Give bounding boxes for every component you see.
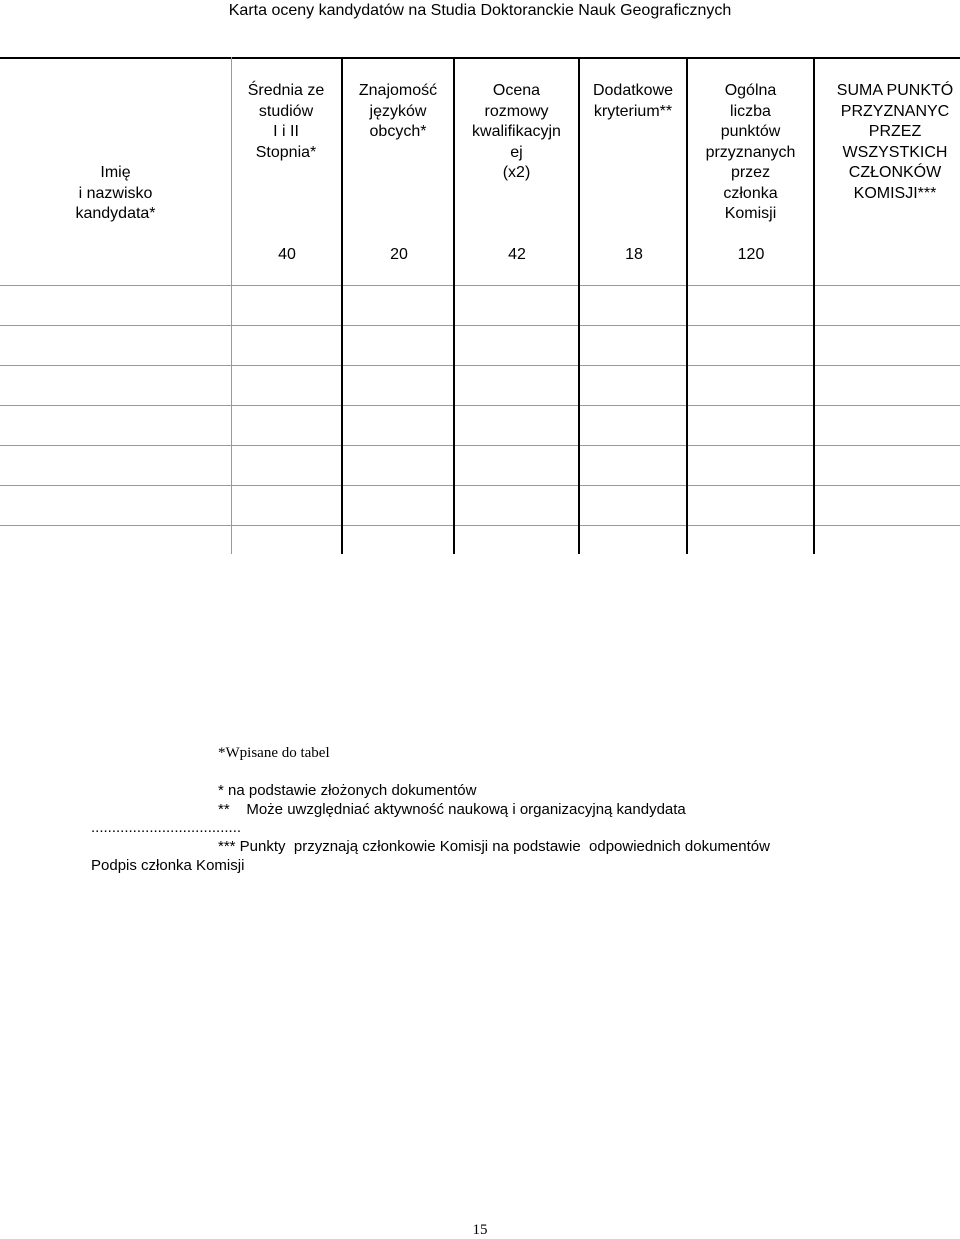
table-row-divider (0, 485, 960, 486)
header-candidate-name (0, 163, 231, 225)
header-line: przez (730, 164, 771, 181)
header-line: (x2) (502, 164, 531, 181)
header-interview-score (455, 81, 578, 184)
header-committee-sum (815, 81, 960, 204)
table-top-border (0, 57, 960, 59)
header-line: członka (723, 184, 778, 202)
header-line: Imię (100, 164, 131, 181)
table-row-divider (0, 325, 960, 326)
footnote-activity: ** Może uwzględniać aktywność naukową i organizacyjną kandydata (218, 801, 686, 818)
header-line: CZŁONKÓW (848, 164, 942, 181)
header-line: Komisji (724, 205, 777, 222)
header-line: kandydata* (75, 205, 156, 222)
table-row-divider (0, 525, 960, 526)
header-line: I i II (273, 123, 299, 140)
header-line: KOMISJI*** (853, 184, 937, 202)
header-line: liczba (730, 102, 771, 120)
header-line: obcych* (369, 123, 427, 140)
table-row-divider (0, 285, 960, 286)
header-line: kwalifikacyjn (472, 123, 561, 140)
max-points-average: 40 (278, 246, 296, 263)
page-number: 15 (472, 1222, 488, 1238)
header-member-total (688, 81, 813, 225)
header-line: Ocena (492, 82, 541, 99)
signature-dotted-line: .................................... (91, 819, 242, 836)
header-line: Średnia ze (247, 82, 325, 99)
footnote-committee-points: *** Punkty przyznają członkowie Komisji na podstawie odpowiednich dokumentów (218, 838, 770, 855)
header-line: przyznanych (705, 143, 796, 161)
header-line: punktów (720, 123, 781, 140)
header-line: studiów (258, 102, 314, 120)
header-line: SUMA PUNKTÓ (836, 82, 954, 99)
table-row-divider (0, 445, 960, 446)
written-in-note: *Wpisane do tabel (218, 745, 330, 761)
header-line: Znajomość (358, 82, 438, 99)
max-points-languages: 20 (390, 246, 408, 263)
header-line: Ogólna (724, 82, 777, 99)
header-line: i nazwisko (78, 184, 153, 202)
max-points-interview: 42 (508, 246, 526, 263)
evaluation-table (0, 57, 960, 554)
header-line: rozmowy (484, 102, 549, 120)
table-row-divider (0, 405, 960, 406)
max-points-additional: 18 (625, 246, 643, 263)
header-line: WSZYSTKICH (842, 143, 948, 161)
header-line: Stopnia* (255, 143, 317, 161)
document-title: Karta oceny kandydatów na Studia Doktoranckie Nauk Geograficznych (228, 2, 732, 19)
header-line: ej (510, 143, 523, 161)
signature-label: Podpis członka Komisji (91, 857, 245, 874)
footnote-documents: * na podstawie złożonych dokumentów (218, 782, 477, 799)
header-line: PRZEZ (868, 123, 922, 140)
header-line: kryterium** (593, 102, 673, 120)
table-row-divider (0, 365, 960, 366)
header-line: języków (369, 102, 427, 120)
header-line: Dodatkowe (592, 82, 674, 99)
header-languages (343, 81, 453, 143)
header-average-grade (231, 81, 341, 163)
header-line: PRZYZNANYC (840, 102, 950, 120)
header-additional-criterion (580, 81, 686, 122)
max-points-total: 120 (737, 246, 765, 263)
table-column-divider (578, 57, 580, 554)
